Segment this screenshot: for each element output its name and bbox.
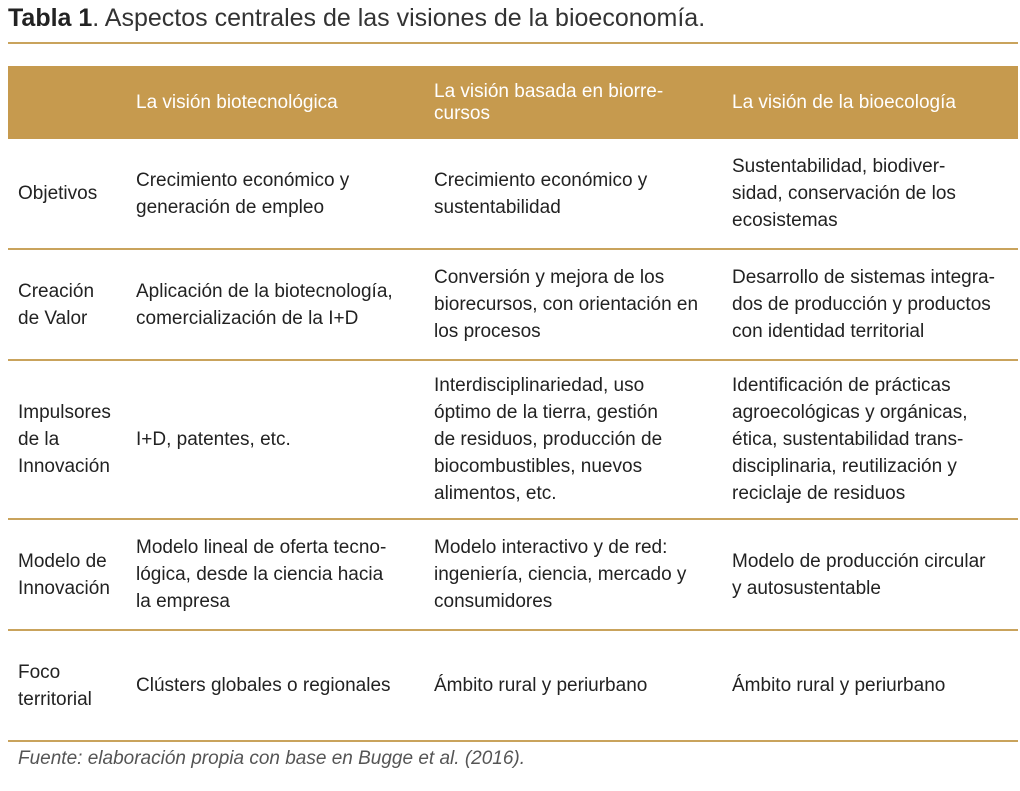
bioeconomy-table [8, 66, 1018, 742]
source-note: Fuente: elaboración propia con base en Bugge et al. (2016). [18, 748, 526, 769]
table-cell: Modelo de producción circular y autosustentable [722, 519, 1018, 630]
table-cell: Crecimiento económico y sustentabilidad [424, 139, 722, 249]
header-cell-empty [8, 66, 126, 139]
header-cell-bioresources: La visión basada en biorre- cursos [424, 66, 722, 139]
table-cell: Sustentabilidad, biodiver- sidad, conservación de los ecosistemas [722, 139, 1018, 249]
table-caption [8, 4, 705, 33]
table-cell: Aplicación de la biotecnología, comercialización de la I+D [126, 249, 424, 360]
table-cell: Ámbito rural y periurbano [722, 630, 1018, 741]
header-cell-biotech: La visión biotecnológica [126, 66, 424, 139]
caption-text: . Aspectos centrales de las visiones de la bioeconomía. [92, 4, 706, 32]
table-cell: Modelo interactivo y de red: ingeniería, ciencia, mercado y consumidores [424, 519, 722, 630]
row-header: Objetivos [8, 139, 126, 249]
table-cell: Interdisciplinariedad, uso óptimo de la tierra, gestión de residuos, producción de biocombustibles, nuevos alimentos, etc. [424, 360, 722, 519]
table-cell: I+D, patentes, etc. [126, 360, 424, 519]
table-cell: Conversión y mejora de los biorecursos, con orientación en los procesos [424, 249, 722, 360]
table-cell: Modelo lineal de oferta tecno- lógica, desde la ciencia hacia la empresa [126, 519, 424, 630]
row-header: Impulsores de la Innovación [8, 360, 126, 519]
header-row [8, 66, 1018, 139]
caption-rule [8, 42, 1018, 44]
caption-label: Tabla 1 [8, 4, 93, 32]
table-row [8, 360, 1018, 519]
table-row [8, 630, 1018, 741]
table-cell: Crecimiento económico y generación de empleo [126, 139, 424, 249]
table-cell: Desarrollo de sistemas integra- dos de producción y productos con identidad territorial [722, 249, 1018, 360]
table-cell: Identificación de prácticas agroecológicas y orgánicas, ética, sustentabilidad trans- disciplinaria, reutilización y reciclaje de residuos [722, 360, 1018, 519]
table-cell: Clústers globales o regionales [126, 630, 424, 741]
table-row [8, 519, 1018, 630]
table-row [8, 249, 1018, 360]
row-header: Modelo de Innovación [8, 519, 126, 630]
header-cell-bioecology: La visión de la bioecología [722, 66, 1018, 139]
table-row [8, 139, 1018, 249]
row-header: Foco territorial [8, 630, 126, 741]
table-cell: Ámbito rural y periurbano [424, 630, 722, 741]
row-header: Creación de Valor [8, 249, 126, 360]
